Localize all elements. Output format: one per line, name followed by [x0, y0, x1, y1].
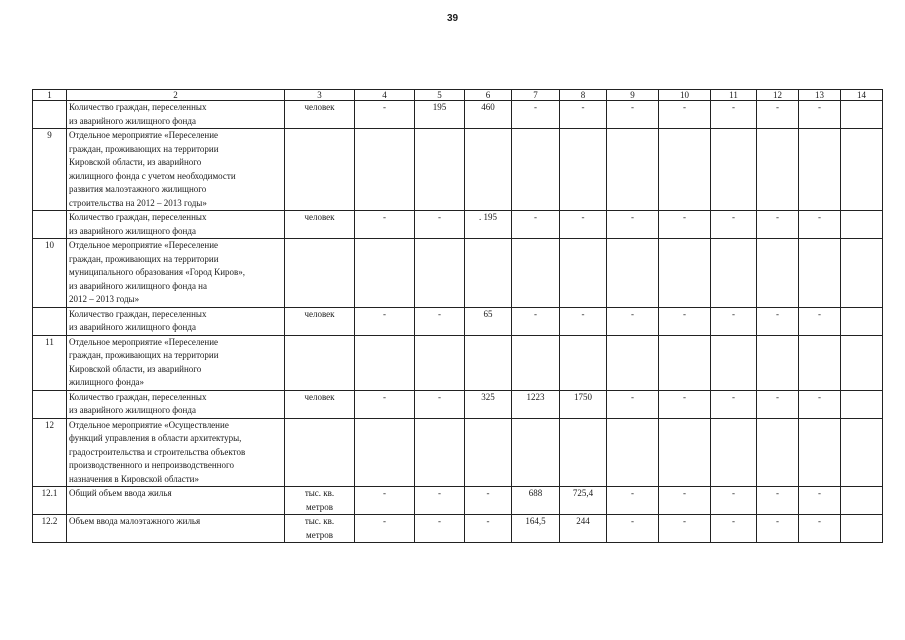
value-cell: 195 [415, 101, 465, 129]
description-line: развития малоэтажного жилищного [69, 184, 207, 194]
value-cell [799, 129, 841, 211]
unit-line: тыс. кв. [304, 488, 335, 498]
value-cell: - [799, 307, 841, 335]
value-cell: - [757, 307, 799, 335]
value-cell: . 195 [465, 211, 512, 239]
value-cell [757, 418, 799, 487]
column-number: 13 [799, 90, 841, 101]
table-row [33, 129, 883, 211]
value-cell [355, 335, 415, 390]
value-cell: - [799, 390, 841, 418]
value-cell: - [607, 515, 659, 543]
value-cell: - [659, 211, 711, 239]
table-row [33, 335, 883, 390]
value-cell [512, 335, 560, 390]
description-line: производственного и непроизводственного [69, 460, 234, 470]
row-description [67, 101, 285, 129]
value-cell: - [757, 487, 799, 515]
column-number: 10 [659, 90, 711, 101]
row-unit [285, 418, 355, 487]
value-cell: - [607, 390, 659, 418]
row-unit [285, 211, 355, 239]
column-number: 12 [757, 90, 799, 101]
column-number-row [33, 90, 883, 101]
row-number [33, 211, 67, 239]
value-cell [560, 129, 607, 211]
column-number: 9 [607, 90, 659, 101]
indicators-table [32, 89, 883, 543]
description-line: Количество граждан, переселенных [69, 212, 207, 222]
value-cell: - [355, 515, 415, 543]
table-row [33, 390, 883, 418]
value-cell: - [512, 101, 560, 129]
value-cell [659, 418, 711, 487]
value-cell [659, 239, 711, 308]
description-line: из аварийного жилищного фонда [69, 115, 196, 126]
value-cell: - [711, 307, 757, 335]
value-cell: - [465, 487, 512, 515]
value-cell: - [799, 211, 841, 239]
value-cell: - [512, 211, 560, 239]
value-cell [607, 335, 659, 390]
unit-line: человек [304, 102, 335, 112]
value-cell [711, 239, 757, 308]
value-cell [607, 129, 659, 211]
value-cell [465, 129, 512, 211]
row-unit [285, 515, 355, 543]
value-cell [841, 129, 883, 211]
value-cell: - [607, 487, 659, 515]
value-cell: - [659, 515, 711, 543]
value-cell [465, 335, 512, 390]
unit-line: человек [304, 391, 335, 402]
value-cell [757, 239, 799, 308]
description-line: строительства на 2012 – 2013 годы» [69, 197, 207, 208]
value-cell [711, 335, 757, 390]
value-cell: - [659, 487, 711, 515]
value-cell [560, 335, 607, 390]
column-number: 7 [512, 90, 560, 101]
column-number: 2 [67, 90, 285, 101]
description-line: граждан, проживающих на территории [69, 253, 219, 264]
column-number: 5 [415, 90, 465, 101]
row-description [67, 129, 285, 211]
description-line: Отдельное мероприятие «Переселение [69, 336, 219, 347]
value-cell [512, 418, 560, 487]
value-cell: - [560, 307, 607, 335]
row-unit [285, 239, 355, 308]
description-line: градостроительства и строительства объектов [69, 446, 246, 457]
row-unit [285, 101, 355, 129]
description-line: из аварийного жилищного фонда [69, 225, 196, 236]
value-cell: - [659, 390, 711, 418]
column-number: 11 [711, 90, 757, 101]
description-line: Кировской области, из аварийного [69, 157, 202, 167]
table-row [33, 239, 883, 308]
value-cell [512, 129, 560, 211]
description-line: из аварийного жилищного фонда [69, 322, 196, 332]
column-number: 3 [285, 90, 355, 101]
value-cell: - [560, 101, 607, 129]
value-cell: - [711, 211, 757, 239]
value-cell [415, 335, 465, 390]
value-cell: - [560, 211, 607, 239]
value-cell: - [415, 211, 465, 239]
row-unit [285, 307, 355, 335]
value-cell [757, 129, 799, 211]
table-row [33, 487, 883, 515]
value-cell [841, 101, 883, 129]
value-cell [465, 239, 512, 308]
row-number: 10 [33, 239, 67, 308]
value-cell: - [757, 390, 799, 418]
row-number [33, 307, 67, 335]
value-cell [659, 335, 711, 390]
column-number: 8 [560, 90, 607, 101]
description-line: Отдельное мероприятие «Переселение [69, 240, 219, 250]
description-line: Отдельное мероприятие «Переселение [69, 130, 219, 140]
value-cell [841, 487, 883, 515]
value-cell [560, 418, 607, 487]
description-line: назначения в Кировской области» [69, 473, 199, 484]
row-number [33, 101, 67, 129]
value-cell: 1223 [512, 390, 560, 418]
value-cell: - [415, 515, 465, 543]
value-cell: - [799, 487, 841, 515]
value-cell: - [355, 211, 415, 239]
value-cell [757, 335, 799, 390]
value-cell: - [711, 390, 757, 418]
value-cell: - [711, 101, 757, 129]
description-line: из аварийного жилищного фонда [69, 405, 196, 415]
row-description [67, 307, 285, 335]
value-cell: 460 [465, 101, 512, 129]
unit-line: человек [304, 212, 335, 222]
value-cell: 725,4 [560, 487, 607, 515]
row-description [67, 515, 285, 543]
value-cell [841, 239, 883, 308]
description-line: Общий объем ввода жилья [69, 488, 172, 498]
value-cell: - [512, 307, 560, 335]
value-cell: 65 [465, 307, 512, 335]
value-cell [711, 129, 757, 211]
value-cell [841, 515, 883, 543]
description-line: 2012 – 2013 годы» [69, 294, 140, 304]
row-unit [285, 129, 355, 211]
column-number: 14 [841, 90, 883, 101]
value-cell: - [659, 307, 711, 335]
table-row [33, 307, 883, 335]
value-cell [355, 129, 415, 211]
value-cell: - [799, 101, 841, 129]
row-number: 11 [33, 335, 67, 390]
value-cell [560, 239, 607, 308]
description-line: функций управления в области архитектуры, [69, 433, 242, 443]
value-cell [841, 390, 883, 418]
value-cell [841, 335, 883, 390]
column-number: 1 [33, 90, 67, 101]
value-cell: - [355, 307, 415, 335]
row-unit [285, 390, 355, 418]
value-cell [465, 418, 512, 487]
value-cell [415, 418, 465, 487]
row-number [33, 390, 67, 418]
value-cell [607, 418, 659, 487]
page-number: 39 [446, 13, 459, 24]
value-cell: - [607, 101, 659, 129]
value-cell [799, 239, 841, 308]
value-cell: - [607, 211, 659, 239]
row-description [67, 390, 285, 418]
row-description [67, 335, 285, 390]
description-line: из аварийного жилищного фонда на [69, 280, 207, 291]
value-cell: - [757, 211, 799, 239]
value-cell: - [355, 101, 415, 129]
value-cell: 688 [512, 487, 560, 515]
value-cell: - [415, 307, 465, 335]
description-line: Количество граждан, переселенных [69, 102, 207, 112]
value-cell [711, 418, 757, 487]
value-cell: - [465, 515, 512, 543]
value-cell [659, 129, 711, 211]
row-number: 12.2 [33, 515, 67, 543]
value-cell: 244 [560, 515, 607, 543]
unit-line: метров [306, 529, 333, 540]
value-cell: - [711, 515, 757, 543]
value-cell: - [757, 515, 799, 543]
value-cell: - [711, 487, 757, 515]
row-description [67, 418, 285, 487]
row-description [67, 487, 285, 515]
column-number: 6 [465, 90, 512, 101]
row-unit [285, 487, 355, 515]
value-cell: - [659, 101, 711, 129]
description-line: Отдельное мероприятие «Осуществление [69, 419, 229, 430]
value-cell: - [799, 515, 841, 543]
unit-line: человек [304, 308, 335, 319]
value-cell: - [415, 487, 465, 515]
value-cell: - [355, 390, 415, 418]
description-line: жилищного фонда с учетом необходимости [69, 170, 236, 181]
row-number: 12 [33, 418, 67, 487]
table-row [33, 418, 883, 487]
value-cell [799, 418, 841, 487]
description-line: Объем ввода малоэтажного жилья [69, 516, 201, 526]
description-line: Количество граждан, переселенных [69, 308, 207, 319]
value-cell [799, 335, 841, 390]
value-cell [355, 239, 415, 308]
description-line: жилищного фонда» [69, 377, 145, 387]
row-unit [285, 335, 355, 390]
value-cell [841, 307, 883, 335]
row-number: 12.1 [33, 487, 67, 515]
value-cell: - [607, 307, 659, 335]
value-cell [841, 211, 883, 239]
row-number: 9 [33, 129, 67, 211]
description-line: муниципального образования «Город Киров», [69, 267, 246, 277]
value-cell: 325 [465, 390, 512, 418]
description-line: Количество граждан, переселенных [69, 391, 207, 402]
table-row [33, 101, 883, 129]
table-row [33, 515, 883, 543]
row-description [67, 211, 285, 239]
value-cell: - [355, 487, 415, 515]
value-cell [841, 418, 883, 487]
value-cell: - [757, 101, 799, 129]
value-cell [355, 418, 415, 487]
value-cell [607, 239, 659, 308]
unit-line: тыс. кв. [304, 516, 335, 526]
unit-line: метров [306, 501, 333, 512]
description-line: граждан, проживающих на территории [69, 350, 219, 360]
value-cell [415, 129, 465, 211]
value-cell [415, 239, 465, 308]
description-line: Кировской области, из аварийного [69, 363, 202, 374]
value-cell [512, 239, 560, 308]
column-number: 4 [355, 90, 415, 101]
description-line: граждан, проживающих на территории [69, 143, 219, 154]
value-cell: 164,5 [512, 515, 560, 543]
value-cell: - [415, 390, 465, 418]
value-cell: 1750 [560, 390, 607, 418]
row-description [67, 239, 285, 308]
table-row [33, 211, 883, 239]
